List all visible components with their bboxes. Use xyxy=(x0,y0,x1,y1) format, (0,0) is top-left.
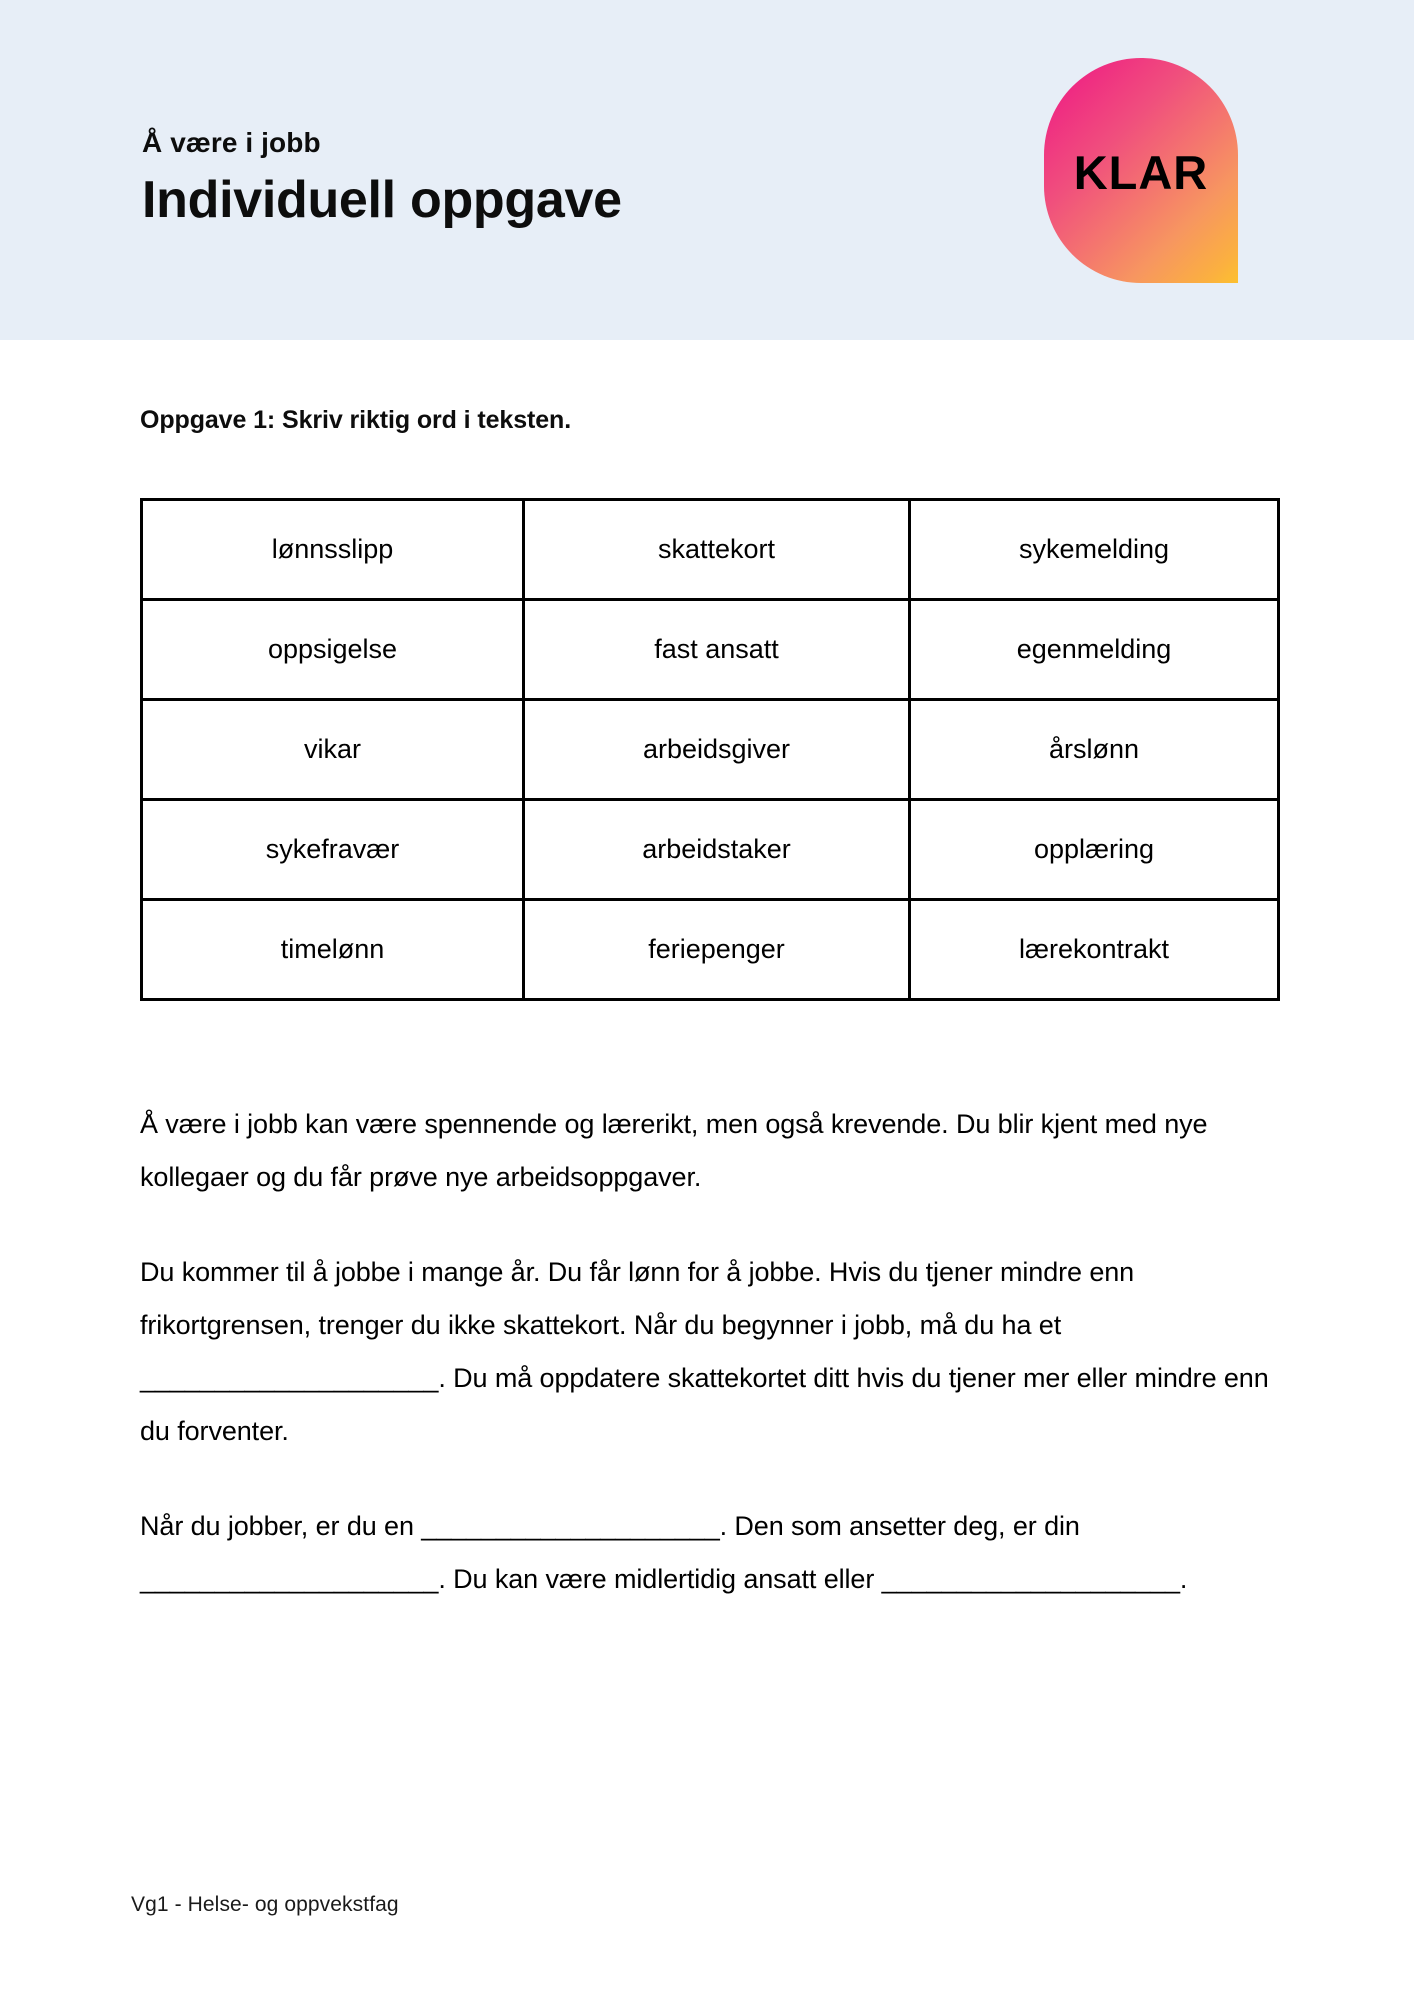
table-row xyxy=(142,500,1279,600)
word-cell: oppsigelse xyxy=(142,600,524,700)
word-bank-table xyxy=(140,498,1280,1001)
klar-logo xyxy=(1044,58,1238,283)
paragraph: Å være i jobb kan være spennende og lærerikt, men også krevende. Du blir kjent med nye kollegaer og du får prøve nye arbeidsoppgaver. xyxy=(140,1109,1208,1192)
page-footer: Vg1 - Helse- og oppvekstfag xyxy=(131,1893,399,1916)
word-cell: lærekontrakt xyxy=(910,900,1279,1000)
paragraph: Du kommer til å jobbe i mange år. Du får lønn for å jobbe. Hvis du tjener mindre enn frikortgrensen, trenger du ikke skattekort. Når du begynner i jobb, må du ha et ____________________. Du må oppdatere skattekortet ditt hvis du tjener mer eller mindre enn du forventer. xyxy=(140,1257,1269,1446)
word-cell: arbeidsgiver xyxy=(524,700,910,800)
klar-logo-text: KLAR xyxy=(1073,146,1209,199)
word-cell: opplæring xyxy=(910,800,1279,900)
word-cell: egenmelding xyxy=(910,600,1279,700)
word-bank-body xyxy=(142,500,1279,1000)
table-row xyxy=(142,800,1279,900)
word-cell: fast ansatt xyxy=(524,600,910,700)
word-cell: arbeidstaker xyxy=(524,800,910,900)
word-cell: timelønn xyxy=(142,900,524,1000)
word-cell: feriepenger xyxy=(524,900,910,1000)
word-cell: lønnsslipp xyxy=(142,500,524,600)
task-heading: Oppgave 1: Skriv riktig ord i teksten. xyxy=(140,406,572,434)
table-row xyxy=(142,600,1279,700)
word-cell: skattekort xyxy=(524,500,910,600)
page-header-band xyxy=(0,0,1414,340)
word-cell: årslønn xyxy=(910,700,1279,800)
page-title: Individuell oppgave xyxy=(142,170,622,229)
paragraph: Når du jobber, er du en ____________________. Den som ansetter deg, er din ____________________. Du kan være midlertidig ansatt eller ____________________. xyxy=(140,1511,1188,1594)
header-title-group xyxy=(142,128,622,227)
word-cell: sykemelding xyxy=(910,500,1279,600)
header-eyebrow: Å være i jobb xyxy=(142,127,321,158)
table-row xyxy=(142,700,1279,800)
word-cell: vikar xyxy=(142,700,524,800)
word-cell: sykefravær xyxy=(142,800,524,900)
exercise-body-text xyxy=(140,1098,1280,1606)
table-row xyxy=(142,900,1279,1000)
